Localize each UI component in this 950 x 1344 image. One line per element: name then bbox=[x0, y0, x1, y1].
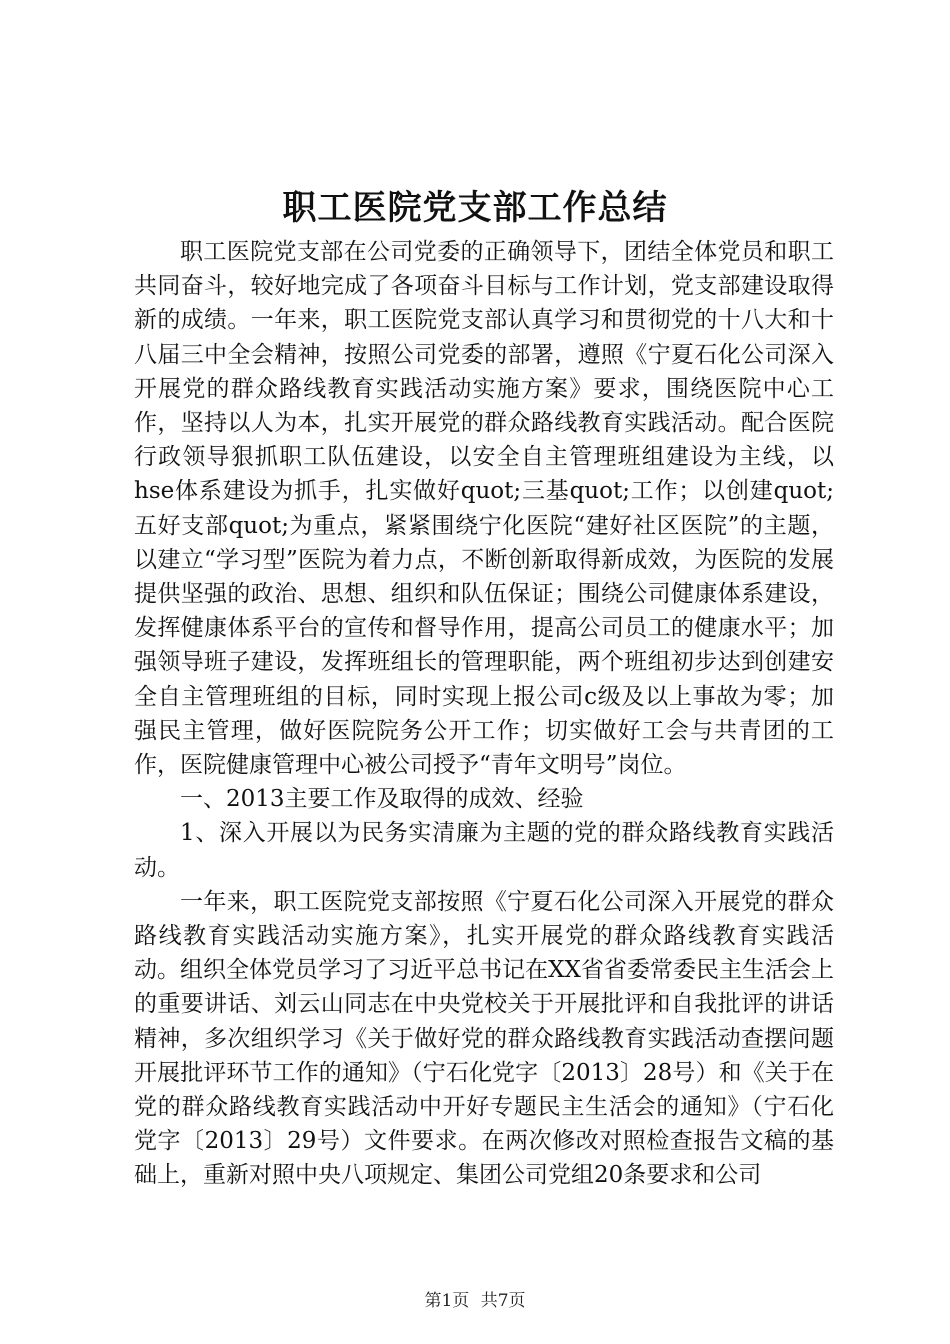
document-body bbox=[134, 235, 834, 1193]
page-number: 第1页 bbox=[424, 1291, 470, 1311]
section-heading: 一、2013主要工作及取得的成效、经验 bbox=[180, 786, 584, 813]
page-total: 共7页 bbox=[480, 1291, 526, 1311]
paragraph-intro: 职工医院党支部在公司党委的正确领导下，团结全体党员和职工共同奋斗，较好地完成了各项奋斗目标与工作计划，党支部建设取得新的成绩。一年来，职工医院党支部认真学习和贯彻党的十八大和十八届三中全会精神，按照公司党委的部署，遵照《宁夏石化公司深入开展党的群众路线教育实践活动实施方案》要求，围绕医院中心工作，坚持以人为本，扎实开展党的群众路线教育实践活动。配合医院行政领导狠抓职工队伍建设，以安全自主管理班组建设为主线，以hse体系建设为抓手，扎实做好quot;三基quot;工作；以创建quot;五好支部quot;为重点，紧紧围绕宁化医院“建好社区医院”的主题，以建立“学习型”医院为着力点，不断创新取得新成效，为医院的发展提供坚强的政治、思想、组织和队伍保证；围绕公司健康体系建设，发挥健康体系平台的宣传和督导作用，提高公司员工的健康水平；加强领导班子建设，发挥班组长的管理职能，两个班组初步达到创建安全自主管理班组的目标，同时实现上报公司c级及以上事故为零；加强民主管理，做好医院院务公开工作；切实做好工会与共青团的工作，医院健康管理中心被公司授予“青年文明号”岗位。 bbox=[134, 239, 834, 779]
paragraph-body: 一年来，职工医院党支部按照《宁夏石化公司深入开展党的群众路线教育实践活动实施方案》，扎实开展党的群众路线教育实践活动。组织全体党员学习了习近平总书记在XX省省委常委民主生活会上的重要讲话、刘云山同志在中央党校关于开展批评和自我批评的讲话精神，多次组织学习《关于做好党的群众路线教育实践活动查摆问题开展批评环节工作的通知》（宁石化党字〔2013〕28号）和《关于在党的群众路线教育实践活动中开好专题民主生活会的通知》（宁石化党字〔2013〕29号）文件要求。在两次修改对照检查报告文稿的基础上，重新对照中央八项规定、集团公司党组20条要求和公司 bbox=[134, 888, 834, 1189]
document-title: 职工医院党支部工作总结 bbox=[282, 188, 668, 228]
page-footer bbox=[0, 1290, 950, 1312]
subsection-heading: 1、深入开展以为民务实清廉为主题的党的群众路线教育实践活动。 bbox=[134, 820, 834, 881]
